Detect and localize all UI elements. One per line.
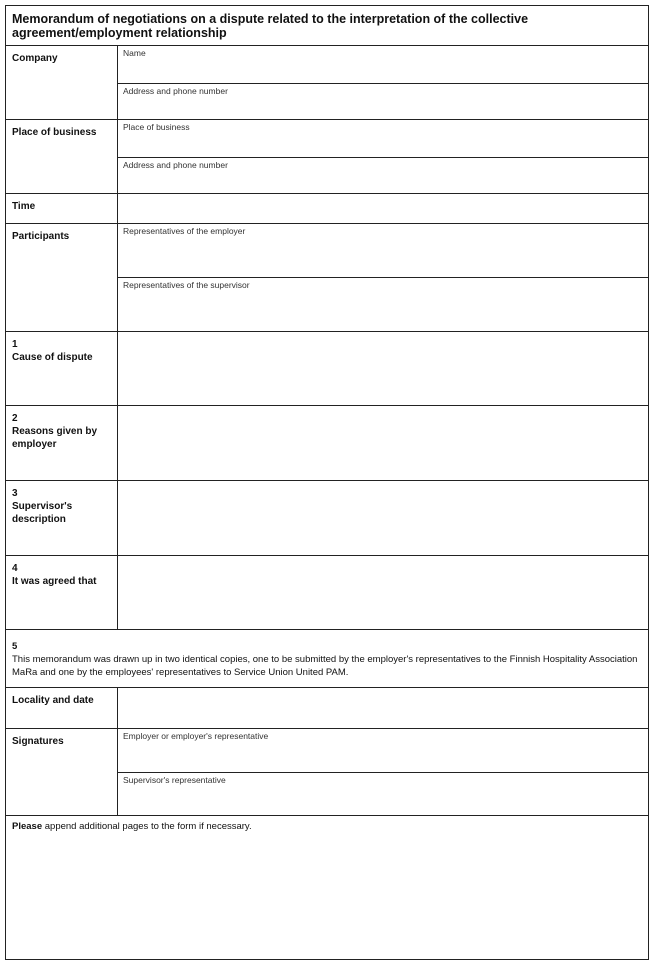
section-3-number: 3 [12,488,18,499]
locality-field[interactable] [118,688,648,729]
section-4-field[interactable] [118,556,648,630]
employer-reps-field[interactable] [118,224,648,277]
section-2-label [6,406,118,480]
section-4-number: 4 [12,563,18,574]
employer-reps-caption: Representatives of the employer [123,226,246,236]
section-3-field[interactable] [118,481,648,556]
place-field[interactable] [118,120,648,157]
section-3-label [6,481,118,555]
place-label: Place of business [6,120,118,193]
memorandum-form [5,5,649,960]
section-2-field[interactable] [118,406,648,481]
section-2-title: Reasons given by employer [12,426,98,450]
time-row [6,193,648,223]
time-label: Time [6,194,118,223]
section-4-label [6,556,118,629]
place-caption: Place of business [123,122,190,132]
signatures-label: Signatures [6,729,118,815]
company-address-caption: Address and phone number [123,86,228,96]
signatures-row [6,728,648,815]
footer-note-bold: Please [12,821,43,832]
section-5-text: This memorandum was drawn up in two identical copies, one to be submitted by the employer's representatives to the Finnish Hospitality Association MaRa and one by the employees' representatives to Service Union United PAM. [12,654,638,678]
form-title-text: Memorandum of negotiations on a dispute related to the interpretation of the collective agreement/employment relationship [12,12,529,40]
participants-label: Participants [6,224,118,331]
section-2-number: 2 [12,413,18,424]
footer-note [6,815,648,959]
locality-row [6,687,648,728]
company-name-caption: Name [123,48,146,58]
place-address-field[interactable] [118,157,648,194]
footer-note-text: append additional pages to the form if necessary. [42,821,252,832]
supervisor-reps-field[interactable] [118,277,648,332]
supervisor-signature-caption: Supervisor's representative [123,775,226,785]
company-address-field[interactable] [118,83,648,120]
place-row [6,119,648,193]
supervisor-reps-caption: Representatives of the supervisor [123,280,250,290]
employer-signature-field[interactable] [118,729,648,772]
section-5-number: 5 [12,641,18,652]
supervisor-signature-field[interactable] [118,772,648,816]
section-1-number: 1 [12,339,18,350]
company-label: Company [6,46,118,119]
participants-row [6,223,648,331]
section-4-title: It was agreed that [12,576,97,587]
section-3-title: Supervisor's description [12,501,73,525]
section-1-row [6,331,648,405]
employer-signature-caption: Employer or employer's representative [123,731,269,741]
place-address-caption: Address and phone number [123,160,228,170]
section-1-title: Cause of dispute [12,352,93,363]
locality-label: Locality and date [6,688,118,728]
time-field[interactable] [118,194,648,224]
company-row [6,45,648,119]
company-name-field[interactable] [118,46,648,83]
section-3-row [6,480,648,555]
section-4-row [6,555,648,629]
form-title [6,6,648,45]
section-1-field[interactable] [118,332,648,406]
section-5-row [6,629,648,687]
section-1-label [6,332,118,405]
section-2-row [6,405,648,480]
